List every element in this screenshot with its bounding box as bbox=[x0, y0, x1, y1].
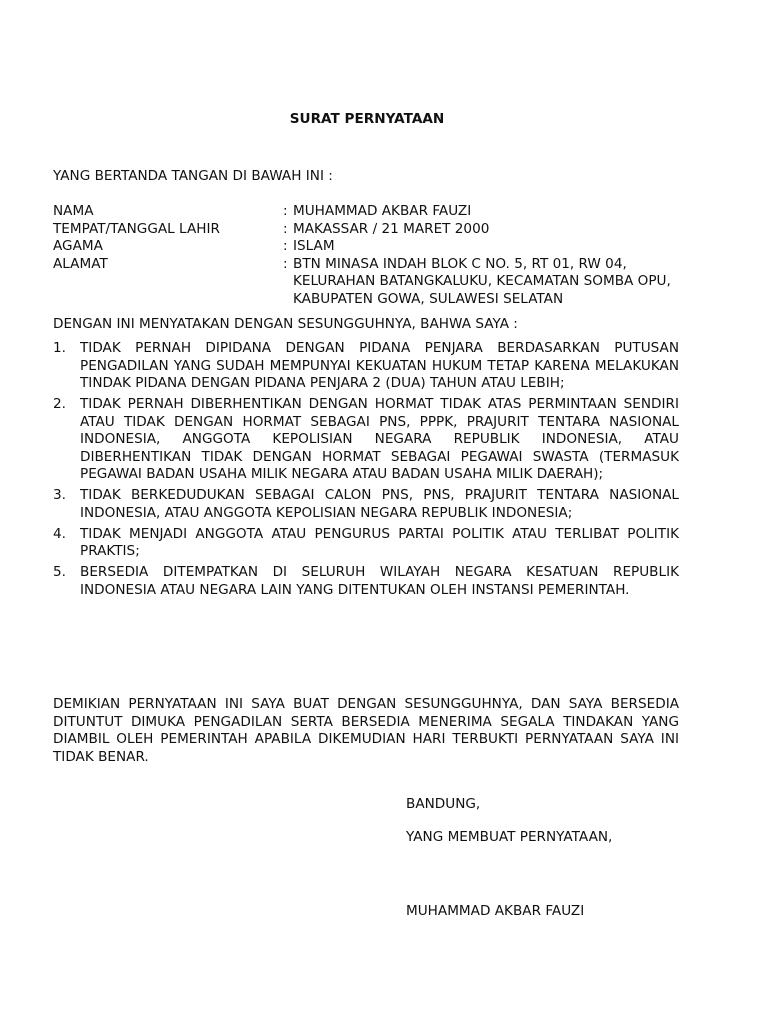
list-item-text: TIDAK MENJADI ANGGOTA ATAU PENGURUS PARTAI POLITIK ATAU TERLIBAT POLITIK PRAKTIS; bbox=[80, 525, 679, 559]
field-value: ISLAM bbox=[293, 238, 335, 254]
list-item bbox=[53, 487, 679, 522]
list-item bbox=[53, 340, 679, 393]
field-separator: : bbox=[283, 220, 288, 237]
list-item bbox=[53, 526, 679, 561]
field-separator: : bbox=[283, 203, 288, 219]
field-label: ALAMAT bbox=[53, 255, 108, 272]
list-item-text: TIDAK BERKEDUDUKAN SEBAGAI CALON PNS, PNS, PRAJURIT TENTARA NASIONAL INDONESIA, ATAU ANGGOTA KEPOLISIAN NEGARA REPUBLIK INDONESIA; bbox=[80, 487, 679, 521]
list-item-text: BERSEDIA DITEMPATKAN DI SELURUH WILAYAH NEGARA KESATUAN REPUBLIK INDONESIA ATAU NEGARA LAIN YANG DITENTUKAN OLEH INSTANSI PEMERINTAH. bbox=[80, 564, 679, 598]
identity-fields bbox=[53, 203, 683, 308]
list-item-number: 3. bbox=[53, 487, 66, 503]
list-item-text: TIDAK PERNAH DIPIDANA DENGAN PIDANA PENJARA BERDASARKAN PUTUSAN PENGADILAN YANG SUDAH MEMPUNYAI KEKUATAN HUKUM TETAP KARENA MELAKUKAN TINDAK PIDANA DENGAN PIDANA PENJARA 2 (DUA) TAHUN ATAU LEBIH; bbox=[80, 340, 679, 391]
field-row-nama bbox=[53, 203, 683, 221]
document-title: SURAT PERNYATAAN bbox=[289, 111, 445, 127]
field-label: AGAMA bbox=[53, 238, 103, 254]
field-separator: : bbox=[283, 238, 288, 254]
statement-list bbox=[53, 340, 679, 603]
list-item-number: 5. bbox=[53, 564, 66, 580]
field-label: NAMA bbox=[53, 203, 94, 219]
statement-text: DENGAN INI MENYATAKAN DENGAN SESUNGGUHNYA, BAHWA SAYA : bbox=[53, 316, 518, 332]
intro-text: YANG BERTANDA TANGAN DI BAWAH INI : bbox=[53, 168, 333, 184]
field-value: BTN MINASA INDAH BLOK C NO. 5, RT 01, RW 04, KELURAHAN BATANGKALUKU, KECAMATAN SOMBA OPU, KABUPATEN GOWA, SULAWESI SELATAN bbox=[293, 255, 671, 307]
signature-role: YANG MEMBUAT PERNYATAAN, bbox=[406, 829, 613, 845]
list-item-number: 4. bbox=[53, 525, 66, 542]
field-value: MAKASSAR / 21 MARET 2000 bbox=[293, 220, 490, 237]
list-item-text: TIDAK PERNAH DIBERHENTIKAN DENGAN HORMAT TIDAK ATAS PERMINTAAN SENDIRI ATAU TIDAK DENGAN HORMAT SEBAGAI PNS, PPPK, PRAJURIT TENTARA NASIONAL INDONESIA, ANGGOTA KEPOLISIAN NEGARA REPUBLIK INDONESIA, ATAU DIBERHENTIKAN TIDAK DENGAN HORMAT SEBAGAI PEGAWAI SWASTA (TERMASUK PEGAWAI BADAN USAHA MILIK NEGARA ATAU BADAN USAHA MILIK DAERAH); bbox=[80, 396, 679, 482]
list-item bbox=[53, 564, 679, 599]
signer-name: MUHAMMAD AKBAR FAUZI bbox=[406, 903, 585, 919]
field-separator: : bbox=[283, 255, 288, 272]
field-value: MUHAMMAD AKBAR FAUZI bbox=[293, 203, 472, 219]
list-item-number: 2. bbox=[53, 396, 66, 412]
closing-paragraph: DEMIKIAN PERNYATAAN INI SAYA BUAT DENGAN SESUNGGUHNYA, DAN SAYA BERSEDIA DITUNTUT DIMUKA PENGADILAN SERTA BERSEDIA MENERIMA SEGALA TINDAKAN YANG DIAMBIL OLEH PEMERINTAH APABILA DIKEMUDIAN HARI TERBUKTI PERNYATAAN SAYA INI TIDAK BENAR. bbox=[53, 696, 679, 765]
field-row-alamat bbox=[53, 256, 683, 309]
list-item-number: 1. bbox=[53, 340, 66, 356]
list-item bbox=[53, 396, 679, 484]
field-label: TEMPAT/TANGGAL LAHIR bbox=[53, 220, 220, 237]
field-row-agama bbox=[53, 238, 683, 256]
field-row-tempat-tanggal-lahir bbox=[53, 221, 683, 239]
signature-place: BANDUNG, bbox=[406, 796, 481, 812]
